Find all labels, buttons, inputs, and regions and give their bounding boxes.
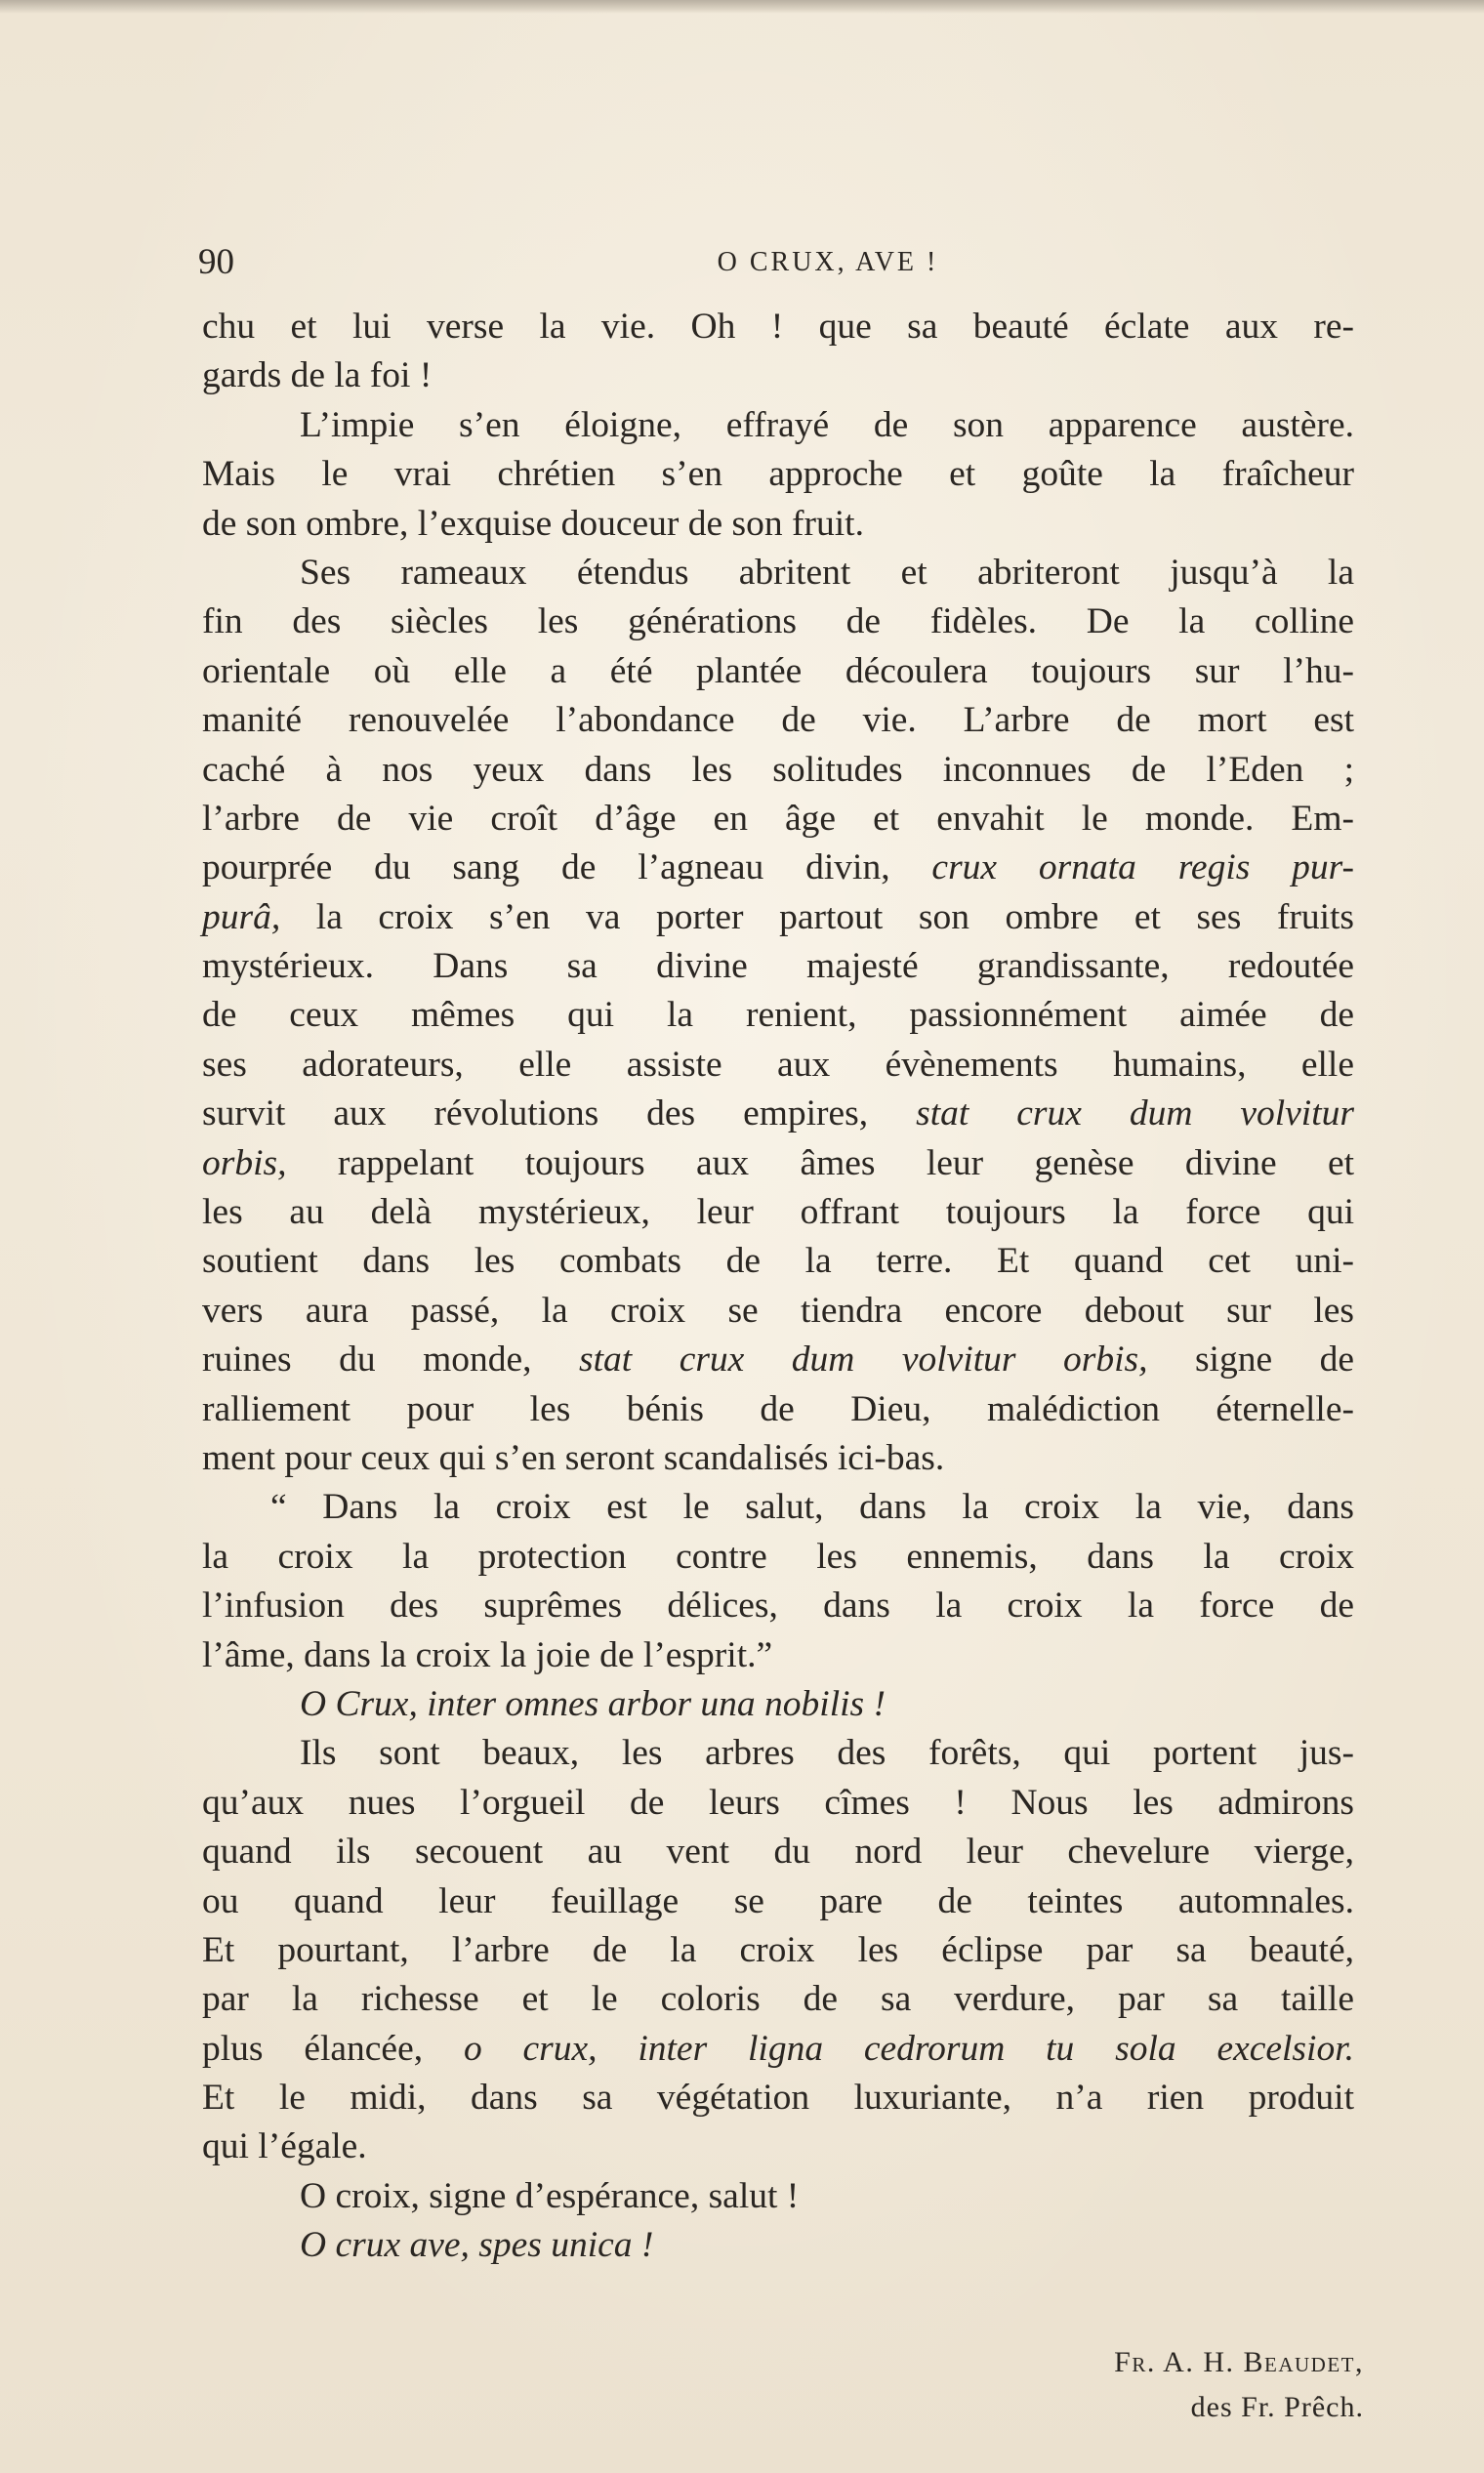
text-line: vers aura passé, la croix se tiendra encore debout sur les [202, 1290, 1354, 1331]
body-text [202, 303, 1364, 2423]
latin-line [202, 2221, 1354, 2270]
text-line: Et pourtant, l’arbre de la croix les éclipse par sa beauté, [202, 1929, 1354, 1970]
text-line: ses adorateurs, elle assiste aux évènements humains, elle [202, 1044, 1354, 1085]
latin-line [202, 1680, 1354, 1729]
text-line: gards de la foi ! [202, 355, 433, 396]
text-line: qu’aux nues l’orgueil de leurs cîmes ! Nous les admirons [202, 1782, 1354, 1823]
text-line [202, 2025, 1354, 2074]
text-line: ment pour ceux qui s’en seront scandalisés ici-bas. [202, 1437, 945, 1478]
page-header [198, 238, 1350, 287]
text-line: de ceux mêmes qui la renient, passionnément aimée de [202, 995, 1354, 1036]
paragraph-start: L’impie s’en éloigne, effrayé de son apparence austère. [300, 404, 1354, 445]
text-line: ou quand leur feuillage se pare de teintes automnales. [202, 1880, 1354, 1921]
latin-phrase: stat crux dum volvitur [916, 1093, 1354, 1134]
latin-phrase: o crux, [463, 2028, 598, 2069]
paragraph-start: Ils sont beaux, les arbres des forêts, qui portent jus- [300, 1733, 1354, 1774]
latin-phrase: orbis, [202, 1142, 287, 1183]
text-line: quand ils secouent au vent du nord leur chevelure vierge, [202, 1832, 1354, 1873]
text-line: la croix la protection contre les ennemis, dans la croix [202, 1536, 1354, 1577]
text-line: manité renouvelée l’abondance de vie. L’arbre de mort est [202, 700, 1354, 741]
running-head: O CRUX, AVE ! [717, 247, 939, 277]
line-text: la croix s’en va porter partout son ombre et ses fruits [315, 896, 1355, 937]
text-line: Et le midi, dans sa végétation luxuriante, n’a rien produit [202, 2078, 1354, 2119]
text-line [202, 893, 1354, 942]
latin-phrase: crux ornata regis pur- [931, 847, 1354, 888]
author-signature: Fr. A. H. Beaudet, [1114, 2346, 1364, 2378]
line-text: ruines du monde, [202, 1340, 532, 1381]
text-line [202, 1336, 1354, 1384]
text-line: de son ombre, l’exquise douceur de son fruit. [202, 503, 864, 544]
text-line: qui l’égale. [202, 2126, 367, 2167]
text-line: les au delà mystérieux, leur offrant toujours la force qui [202, 1192, 1354, 1233]
author-title: des Fr. Prêch. [1190, 2391, 1364, 2423]
page-top-edge [0, 0, 1484, 14]
text-line: ralliement pour les bénis de Dieu, malédiction éternelle- [202, 1388, 1354, 1429]
text-line: l’arbre de vie croît d’âge en âge et envahit le monde. Em- [202, 798, 1354, 839]
text-line: chu et lui verse la vie. Oh ! que sa beauté éclate aux re- [202, 307, 1354, 347]
paragraph-start: Ses rameaux étendus abritent et abriteront jusqu’à la [300, 552, 1354, 593]
line-text: signe de [1194, 1340, 1354, 1381]
text-line: orientale où elle a été plantée découlera toujours sur l’hu- [202, 650, 1354, 691]
latin-phrase: O Crux, [300, 1683, 418, 1724]
quotation-start: “ Dans la croix est le salut, dans la croix la vie, dans [270, 1487, 1354, 1528]
text-line: par la richesse et le coloris de sa verdure, par sa taille [202, 1979, 1354, 2020]
latin-phrase: inter omnes arbor una nobilis ! [427, 1683, 886, 1724]
text-line: Mais le vrai chrétien s’en approche et goûte la fraîcheur [202, 454, 1354, 495]
text-line: l’âme, dans la croix la joie de l’esprit.” [202, 1634, 773, 1675]
latin-phrase: stat crux dum volvitur orbis, [579, 1340, 1148, 1381]
latin-phrase: inter ligna cedrorum tu sola excelsior. [638, 2028, 1355, 2069]
text-line [202, 1090, 1354, 1138]
text-line: l’infusion des suprêmes délices, dans la croix la force de [202, 1586, 1354, 1627]
latin-phrase: purâ, [202, 896, 281, 937]
text-line: mystérieux. Dans sa divine majesté grandissante, redoutée [202, 946, 1354, 987]
paragraph-start: O croix, signe d’espérance, salut ! [300, 2175, 800, 2216]
text-line: caché à nos yeux dans les solitudes inconnues de l’Eden ; [202, 749, 1354, 790]
text-line [202, 1139, 1354, 1188]
line-text: pourprée du sang de l’agneau divin, [202, 847, 890, 888]
line-text: rappelant toujours aux âmes leur genèse divine et [337, 1142, 1355, 1183]
latin-phrase: spes unica ! [478, 2225, 654, 2266]
text-line: soutient dans les combats de la terre. Et quand cet uni- [202, 1241, 1354, 1282]
text-line: fin des siècles les générations de fidèles. De la colline [202, 601, 1354, 642]
page-number: 90 [198, 242, 234, 282]
line-text: plus élancée, [202, 2028, 424, 2069]
line-text: survit aux révolutions des empires, [202, 1093, 869, 1134]
latin-phrase: O crux ave, [300, 2225, 470, 2266]
text-line [202, 844, 1354, 892]
